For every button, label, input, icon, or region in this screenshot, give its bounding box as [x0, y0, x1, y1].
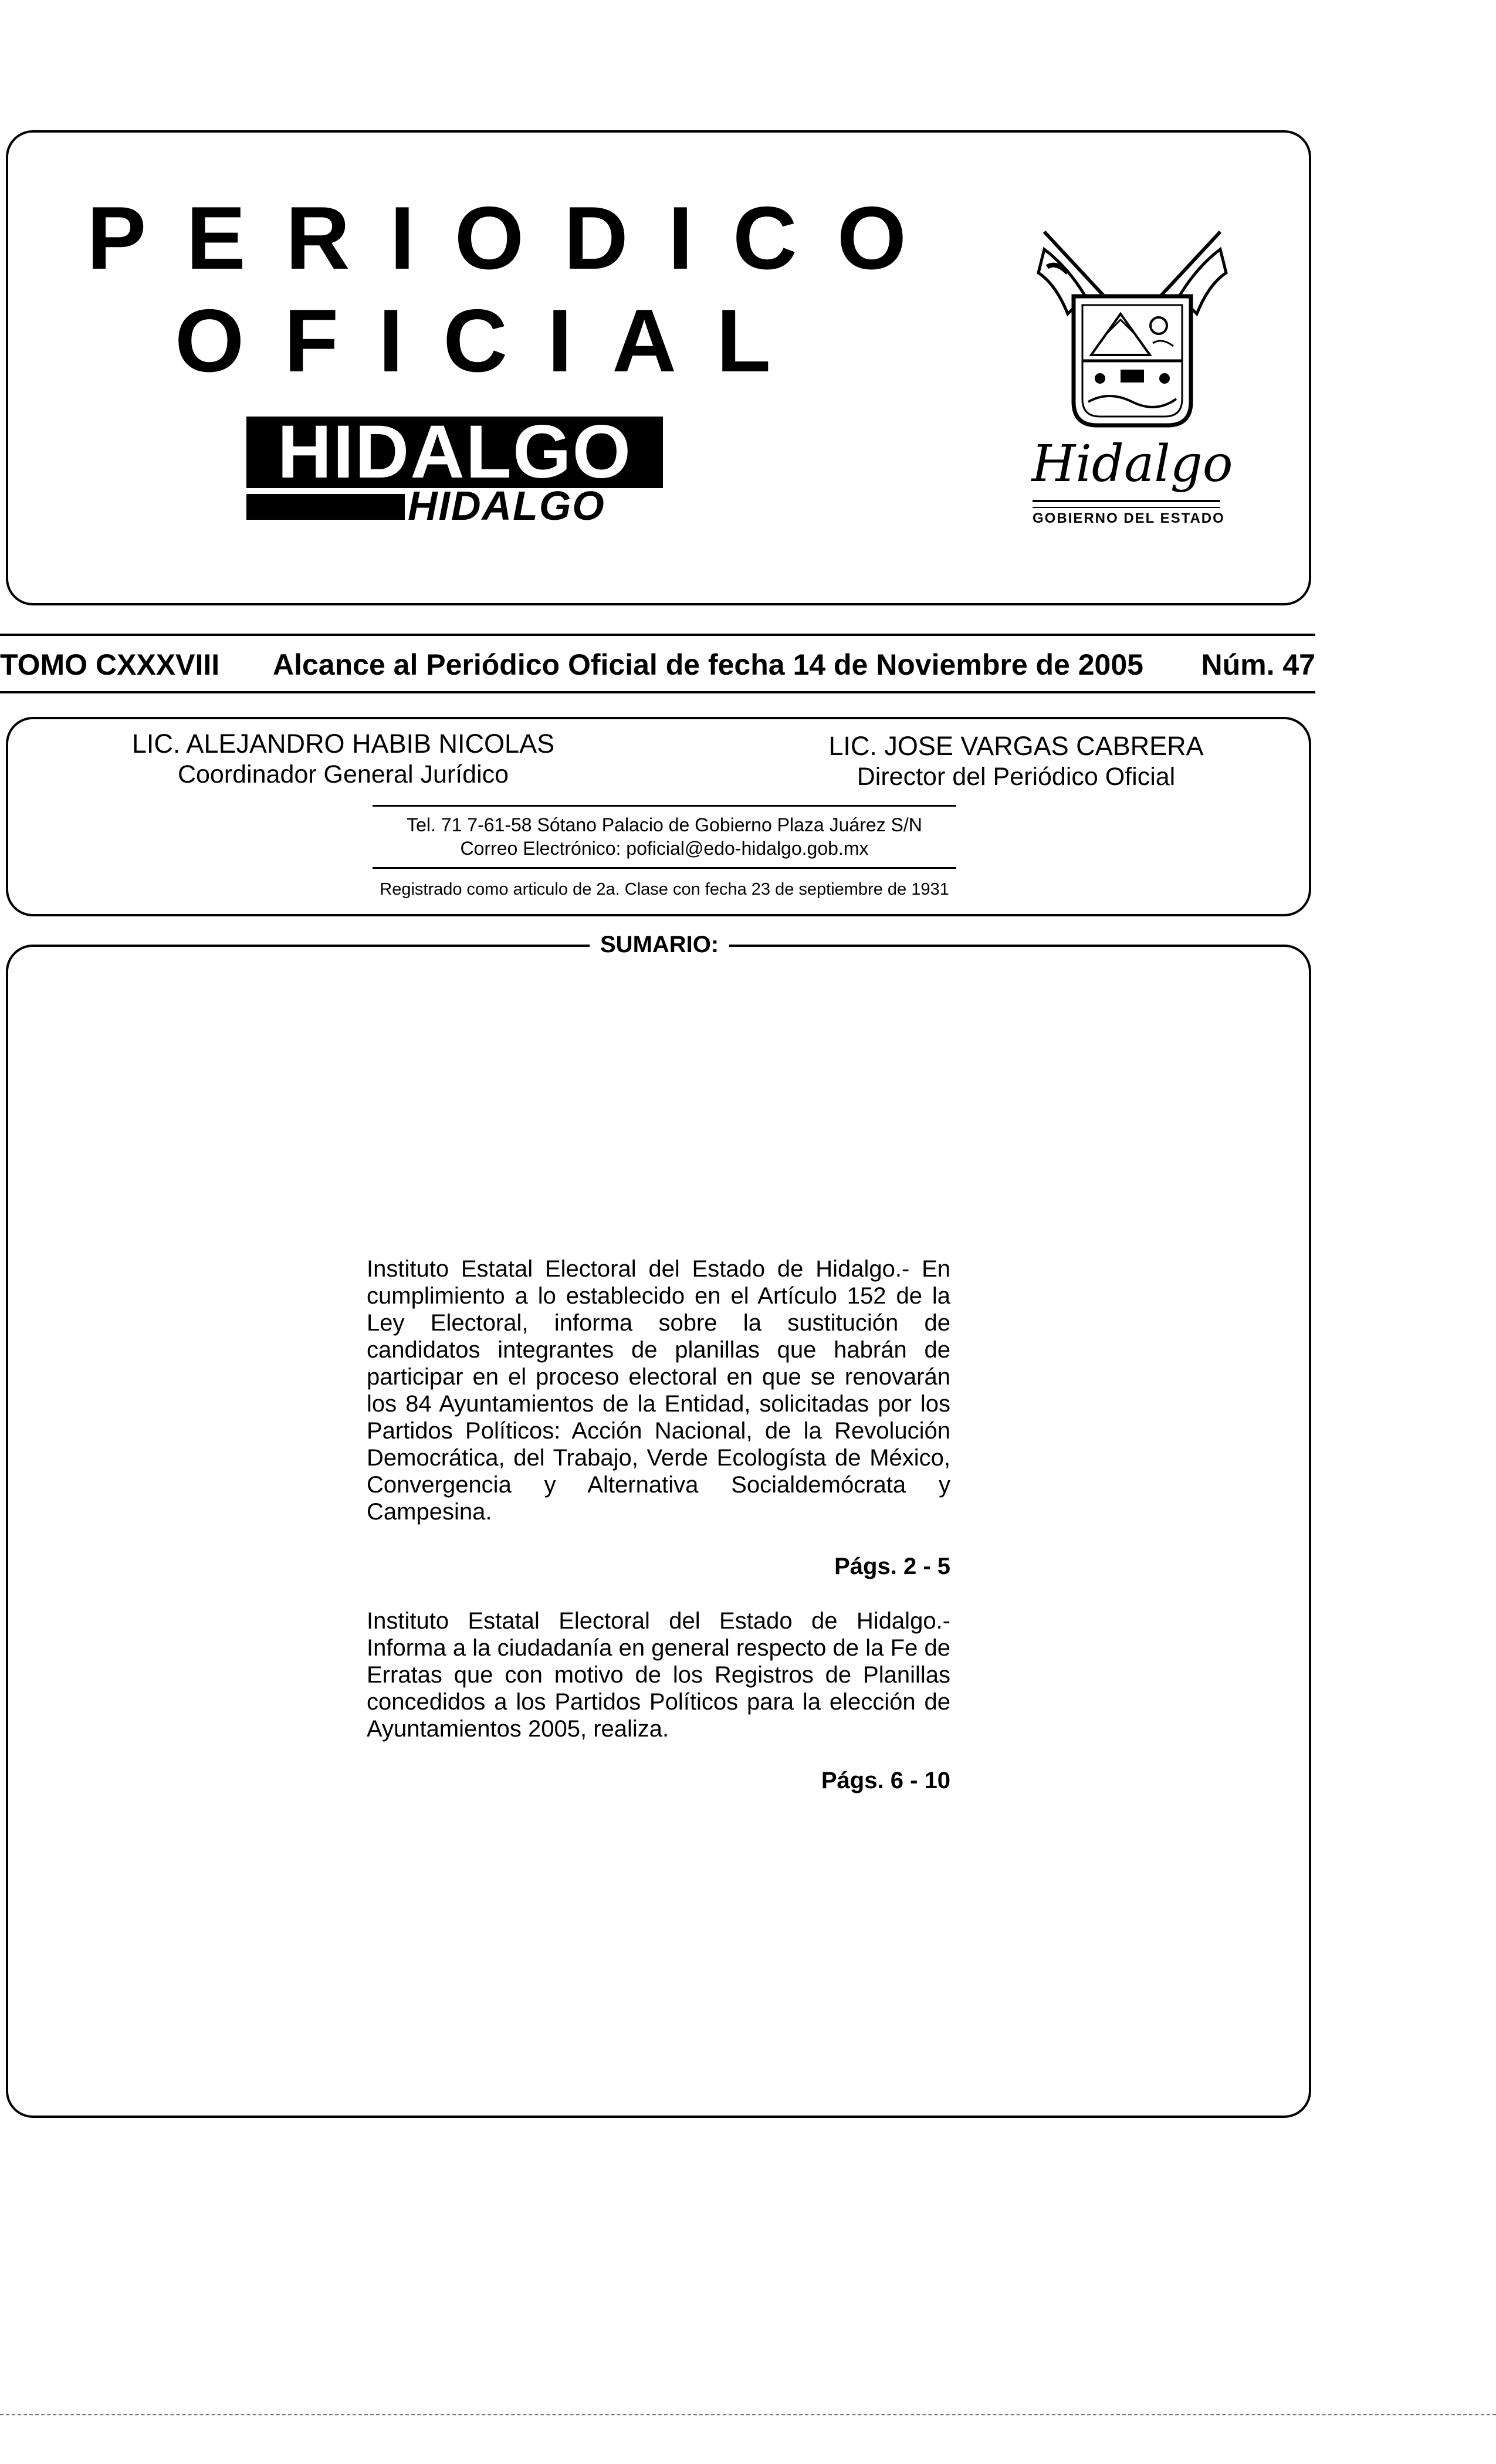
sumario-entry-2: Instituto Estatal Electoral del Estado de Hidalgo.- Informa a la ciudadanía en general respecto de la Fe de Erratas que con motivo de los Registros de Planillas concedidos a los Partidos Políticos para la elección de Ayuntamientos 2005, realiza.	[367, 1608, 950, 1742]
contact-divider-bottom	[373, 867, 956, 869]
hidalgo-logo-sub: HIDALGO	[408, 483, 605, 529]
official-name: LIC. ALEJANDRO HABIB NICOLAS	[131, 729, 555, 759]
sumario-entry-1-pages: Págs. 2 - 5	[834, 1553, 950, 1579]
sumario-entry-2-pages: Págs. 6 - 10	[821, 1768, 950, 1793]
newspaper-title-line1: PERIODICO	[87, 188, 946, 288]
newspaper-title-line2: OFICIAL	[175, 291, 811, 391]
issue-rule-bottom	[0, 691, 1315, 693]
issue-number: Núm. 47	[1201, 648, 1315, 681]
contact-divider-top	[373, 805, 956, 807]
scan-edge-line	[0, 2414, 1496, 2416]
coat-caption: GOBIERNO DEL ESTADO	[1033, 510, 1225, 526]
coat-divider	[1033, 500, 1220, 502]
official-role: Coordinador General Jurídico	[177, 760, 509, 788]
sumario-frame	[6, 945, 1311, 2118]
issue-rule-top	[0, 634, 1315, 636]
official-name: LIC. JOSE VARGAS CABRERA	[828, 731, 1204, 761]
sumario-entry-1: Instituto Estatal Electoral del Estado de Hidalgo.- En cumplimiento a lo establecido en el Artículo 152 de la Ley Electoral, informa sobre la sustitución de candidatos integrantes de planillas que habrán de participar en el proceso electoral en que se renovarán los 84 Ayuntamientos de la Entidad, solicitadas por los Partidos Políticos: Acción Nacional, de la Revolución Democrática, del Trabajo, Verde Ecologísta de México, Convergencia y Alternativa Socialdemócrata y Campesina.	[367, 1256, 950, 1525]
hidalgo-script-logo: Hidalgo	[1031, 435, 1233, 493]
issue-date: Alcance al Periódico Oficial de fecha 14 de Noviembre de 2005	[273, 648, 1143, 681]
hidalgo-logo-main: HIDALGO	[246, 417, 663, 488]
tomo-number: TOMO CXXXVIII	[0, 648, 220, 681]
hidalgo-logo-bar	[246, 494, 405, 520]
sumario-heading: SUMARIO:	[590, 929, 729, 960]
coat-divider-thin	[1033, 507, 1220, 508]
issue-info-row	[0, 644, 1315, 685]
contact-address: Tel. 71 7-61-58 Sótano Palacio de Gobierno Plaza Juárez S/N	[407, 814, 922, 835]
contact-email: Correo Electrónico: poficial@edo-hidalgo.gob.mx	[460, 838, 869, 859]
official-coordinator	[97, 729, 590, 790]
registration-note: Registrado como articulo de 2a. Clase con fecha 23 de septiembre de 1931	[380, 880, 949, 899]
official-director	[770, 731, 1263, 792]
hidalgo-coat-of-arms-icon	[1033, 226, 1232, 437]
official-role: Director del Periódico Oficial	[857, 763, 1176, 791]
